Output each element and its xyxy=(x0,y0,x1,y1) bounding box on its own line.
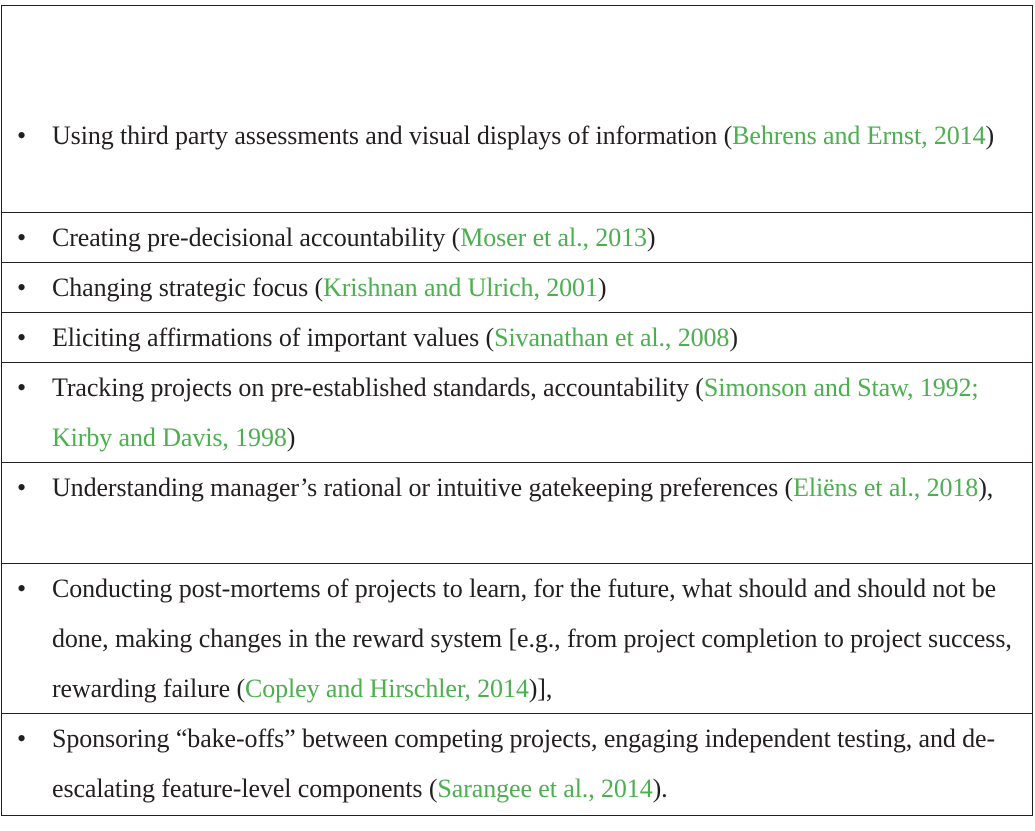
row-text-pre: Eliciting affirmations of important values ( xyxy=(52,323,495,352)
citation-link[interactable]: Simonson and Staw, 1992; Kirby and Davis, 1998 xyxy=(52,373,979,452)
citation-link[interactable]: Krishnan and Ulrich, 2001 xyxy=(323,273,598,302)
table-row xyxy=(2,263,1032,313)
row-text-post: ) xyxy=(286,423,296,452)
table-row xyxy=(2,463,1032,564)
row-text xyxy=(52,564,1026,714)
row-text-pre: Sponsoring “bake-offs” between competing projects, engaging independent testing, and de-escalating feature-level components ( xyxy=(52,724,996,803)
row-text xyxy=(52,263,1026,313)
bullet: • xyxy=(17,574,27,603)
row-text xyxy=(52,363,1026,463)
row-text xyxy=(52,213,1026,263)
row-text-pre: Conducting post-mortems of projects to learn, for the future, what should and should not be done, making changes in the reward system [e.g., from project completion to project success, rewarding failure ( xyxy=(52,574,1012,703)
row-text-post: ) xyxy=(597,273,607,302)
table-row xyxy=(2,313,1032,363)
row-text-pre: Changing strategic focus ( xyxy=(52,273,324,302)
row-text-post: ), xyxy=(978,473,994,502)
bullet: • xyxy=(17,121,27,150)
row-text-post: ) xyxy=(985,121,995,150)
bullet: • xyxy=(17,373,27,402)
citation-link[interactable]: Copley and Hirschler, 2014 xyxy=(245,674,529,703)
row-text xyxy=(52,313,1026,363)
table-header-blank xyxy=(2,6,1032,111)
row-text-post: ) xyxy=(729,323,738,352)
table-row xyxy=(2,111,1032,213)
row-text-post: ). xyxy=(652,774,668,803)
row-text xyxy=(52,714,1026,814)
row-text xyxy=(52,111,1026,161)
citation-link[interactable]: Eliëns et al., 2018 xyxy=(793,473,979,502)
bullet: • xyxy=(17,323,27,352)
row-text-pre: Using third party assessments and visual displays of information ( xyxy=(52,121,733,150)
citation-link[interactable]: Sarangee et al., 2014 xyxy=(437,774,653,803)
citation-link[interactable]: Sivanathan et al., 2008 xyxy=(494,323,730,352)
bullet: • xyxy=(17,473,27,502)
bullet: • xyxy=(17,273,27,302)
row-text-post: )], xyxy=(528,674,553,703)
row-text-pre: Creating pre-decisional accountability ( xyxy=(52,223,461,252)
citation-link[interactable]: Moser et al., 2013 xyxy=(460,223,647,252)
row-text-pre: Tracking projects on pre-established standards, accountability ( xyxy=(52,373,704,402)
row-text-pre: Understanding manager’s rational or intuitive gatekeeping preferences ( xyxy=(52,473,794,502)
table-row xyxy=(2,363,1032,463)
table-row xyxy=(2,714,1032,816)
strategies-table xyxy=(1,5,1033,816)
citation-link[interactable]: Behrens and Ernst, 2014 xyxy=(732,121,986,150)
bullet: • xyxy=(17,223,27,252)
bullet: • xyxy=(17,724,27,753)
row-text-post: ) xyxy=(646,223,656,252)
row-text xyxy=(52,463,1026,513)
table-row xyxy=(2,564,1032,714)
table-row xyxy=(2,213,1032,263)
